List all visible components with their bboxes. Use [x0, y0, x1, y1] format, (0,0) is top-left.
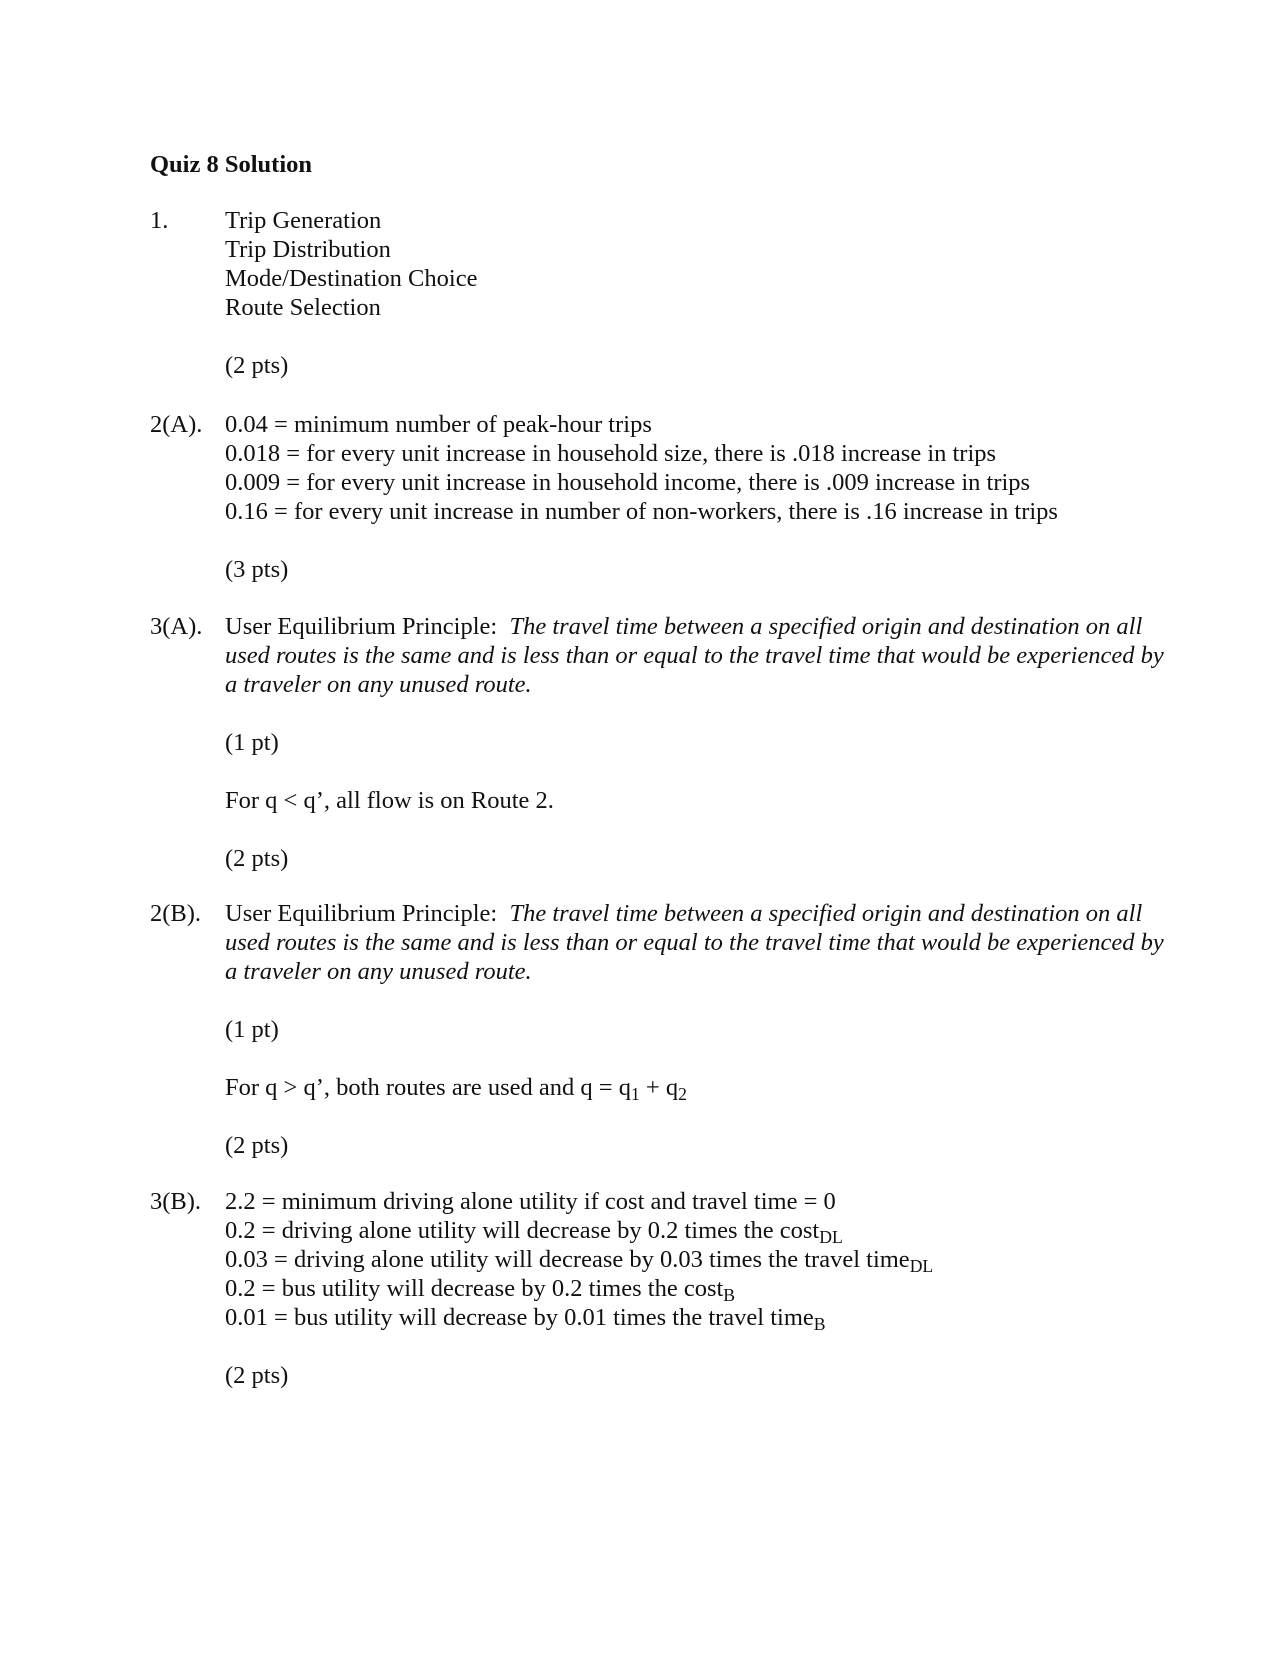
answer-line: 0.2 = driving alone utility will decrease by 0.2 times the cost$_{DL}$ — [225, 1217, 843, 1247]
principle-paragraph — [225, 899, 1175, 986]
page-title: Quiz 8 Solution — [150, 151, 313, 178]
question-number: 3(A). — [150, 613, 203, 640]
principle-text: The travel time between a specified origin and destination on all used routes is the same and is less than or equal to the travel time that would be experienced by a traveler on any unused route. — [225, 900, 1164, 985]
answer-line: 0.2 = bus utility will decrease by 0.2 times the cost$_B$ — [225, 1275, 736, 1305]
points-label: (3 pts) — [225, 556, 289, 583]
points-label: (1 pt) — [225, 729, 279, 756]
answer-line: Route Selection — [225, 294, 381, 321]
answer-statement: For q > q’, both routes are used and $q = q_1 + q_2$ — [225, 1074, 687, 1104]
points-label: (2 pts) — [225, 352, 289, 379]
answer-line: 0.03 = driving alone utility will decrease by 0.03 times the travel time$_{DL}$ — [225, 1246, 934, 1276]
answer-line: Trip Distribution — [225, 236, 391, 263]
question-number: 1. — [150, 207, 169, 234]
question-number: 2(B). — [150, 900, 202, 927]
answer-line: Mode/Destination Choice — [225, 265, 478, 292]
principle-text: The travel time between a specified origin and destination on all used routes is the same and is less than or equal to the travel time that would be experienced by a traveler on any unused route. — [225, 613, 1164, 698]
answer-line: 0.16 = for every unit increase in number of non-workers, there is .16 increase in trips — [225, 498, 1058, 525]
points-label: (2 pts) — [225, 1362, 289, 1389]
answer-line: 0.01 = bus utility will decrease by 0.01 times the travel time$_B$ — [225, 1304, 826, 1334]
principle-label: User Equilibrium Principle: — [225, 900, 498, 927]
points-label: (2 pts) — [225, 845, 289, 872]
answer-line: 0.04 = minimum number of peak-hour trips — [225, 411, 652, 438]
answer-line: 0.018 = for every unit increase in household size, there is .018 increase in trips — [225, 440, 997, 467]
points-label: (2 pts) — [225, 1132, 289, 1159]
answer-line: Trip Generation — [225, 207, 382, 234]
principle-paragraph — [225, 612, 1175, 699]
principle-label: User Equilibrium Principle: — [225, 613, 498, 640]
answer-line: 0.009 = for every unit increase in household income, there is .009 increase in trips — [225, 469, 1031, 496]
question-number: 2(A). — [150, 411, 203, 438]
question-number: 3(B). — [150, 1188, 202, 1215]
points-label: (1 pt) — [225, 1016, 279, 1043]
answer-line: 2.2 = minimum driving alone utility if cost and travel time = 0 — [225, 1188, 836, 1215]
answer-statement: For q < q’, all flow is on Route 2. — [225, 787, 554, 814]
